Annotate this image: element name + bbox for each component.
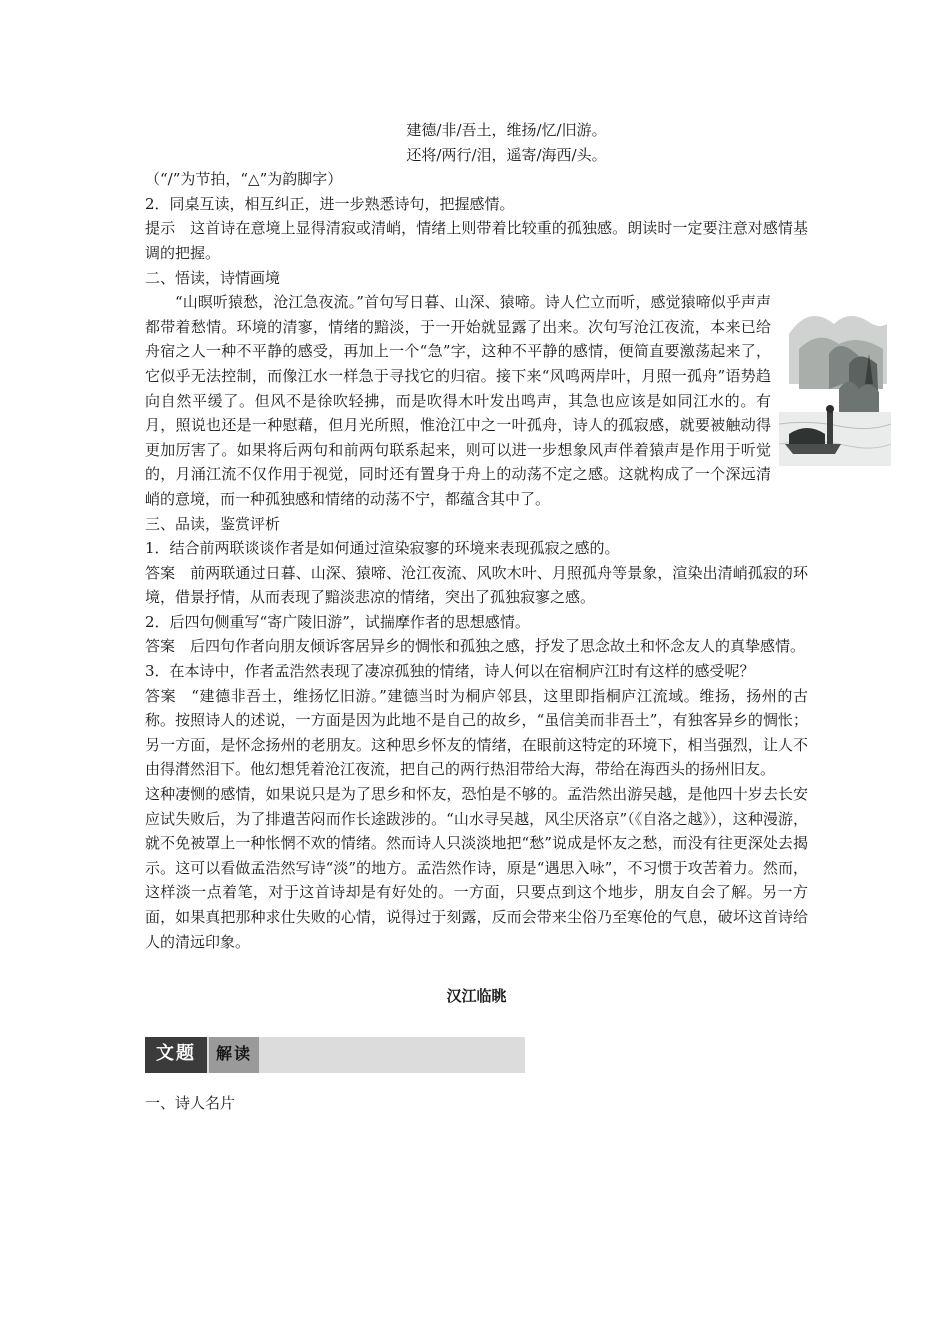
- item-2-title: 2．同桌互读，相互纠正，进一步熟悉诗句，把握感情。: [145, 194, 515, 213]
- question-2: 2．后四句侧重写“寄广陵旧游”，试揣摩作者的思想感情。: [145, 612, 530, 631]
- answer-3-text: “建德非吾土，维扬忆旧游。”建德当时为桐庐邻县，这里即指桐庐江流域。维扬，扬州的古称。按照诗人的述说，一方面是因为此地不是自己的故乡，“虽信美而非吾土”，有独客异乡的惆怅；另一方面，是怀念扬州的老朋友。这种思乡怀友的情绪，在眼前这特定的环境下，相当强烈，让人不由得潸然泪下。他幻想凭着沧江夜流，把自己的两行热泪带给大海，带给在海西头的扬州旧友。: [145, 686, 808, 779]
- poet-card-heading: 一、诗人名片: [145, 1093, 236, 1112]
- answer-label: 答案: [145, 637, 176, 656]
- answer-3-extra: 这种凄恻的感情，如果说只是为了思乡和怀友，恐怕是不够的。孟浩然出游吴越，是他四十岁去长安应试失败后，为了排遣苦闷而作长途跋涉的。“山水寻吴越，风尘厌洛京”（《自洛之越》），这种漫游，就不免被罩上一种怅惘不欢的情绪。然而诗人只淡淡地把“愁”说成是怀友之愁，而没有往更深处去揭示。这可以看做孟浩然写诗“淡”的地方。孟浩然作诗，原是“遇思入咏”，不习惯于攻苦着力。然而，这样淡一点着笔，对于这首诗却是有好处的。一方面，只要点到这个地步，朋友自会了解。另一方面，如果真把那种求仕失败的心情，说得过于刻露，反而会带来尘俗乃至寒伧的气息，破坏这首诗给人的清远印象。: [145, 785, 808, 951]
- next-poem-title: 汉江临眺: [446, 987, 507, 1006]
- answer-3: [145, 684, 808, 782]
- item-2-tip: [145, 216, 808, 265]
- answer-label: 答案: [145, 563, 176, 582]
- section-2-title: 二、悟读，诗情画境: [145, 268, 281, 287]
- question-1: 1．结合前两联谈谈作者是如何通过渲染寂寥的环境来表现孤寂之感的。: [145, 539, 620, 558]
- answer-label: 答案: [145, 686, 177, 705]
- poem-line-2: 还将/两行/泪，遥寄/海西/头。: [406, 145, 607, 164]
- section-3-title: 三、品读，鉴赏评析: [145, 514, 281, 533]
- banner-right: 解读: [209, 1037, 259, 1073]
- poem-line-1: 建德/非/吾土，维扬/忆/旧游。: [406, 121, 607, 139]
- banner-left: 文题: [145, 1037, 207, 1073]
- rhythm-note: （“/”为节拍，“△”为韵脚字）: [145, 170, 343, 189]
- document-body: [145, 118, 808, 1115]
- tip-text: 这首诗在意境上显得清寂或清峭，情绪上则带着比较重的孤独感。朗读时一定要注意对感情基调的把握。: [145, 219, 808, 262]
- answer-1-text: 前两联通过日暮、山深、猿啼、沧江夜流、风吹木叶、月照孤舟等景象，渲染出清峭孤寂的环境，借景抒情，从而表现了黯淡悲凉的情绪，突出了孤独寂寥之感。: [145, 563, 808, 607]
- section-banner: [145, 1037, 525, 1073]
- tip-label: 提示: [145, 219, 176, 238]
- landscape-painting-icon: [779, 294, 891, 466]
- answer-2: [145, 634, 808, 659]
- answer-1: [145, 561, 808, 610]
- question-3: 3．在本诗中，作者孟浩然表现了凄凉孤独的情绪，诗人何以在宿桐庐江时有这样的感受呢？: [145, 662, 755, 681]
- answer-2-text: 后四句作者向朋友倾诉客居异乡的惆怅和孤独之感，抒发了思念故土和怀念友人的真挚感情。: [190, 637, 806, 656]
- section-2-paragraph: “山暝听猿愁，沧江急夜流。”首句写日暮、山深、猿啼。诗人伫立而听，感觉猿啼似乎声声都带着愁情。环境的清寥，情绪的黯淡，于一开始就显露了出来。次句写沧江夜流，本来已给舟宿之人一种不平静的感受，再加上一个“急”字，这种不平静的感情，便简直要激荡起来了，它似乎无法控制，而像江水一样急于寻找它的归宿。接下来“风鸣两岸叶，月照一孤舟”语势趋向自然平缓了。但风不是徐吹轻拂，而是吹得木叶发出鸣声，其急也应该是如同江水的。有月，照说也还是一种慰藉，但月光所照，惟沧江中之一叶孤舟，诗人的孤寂感，就要被触动得更加厉害了。如果将后两句和前两句联系起来，则可以进一步想象风声伴着猿声是作用于听觉的，月涌江流不仅作用于视觉，同时还有置身于舟上的动荡不定之感。这就构成了一个深远清峭的意境，而一种孤独感和情绪的动荡不宁，都蕴含其中了。: [145, 293, 771, 508]
